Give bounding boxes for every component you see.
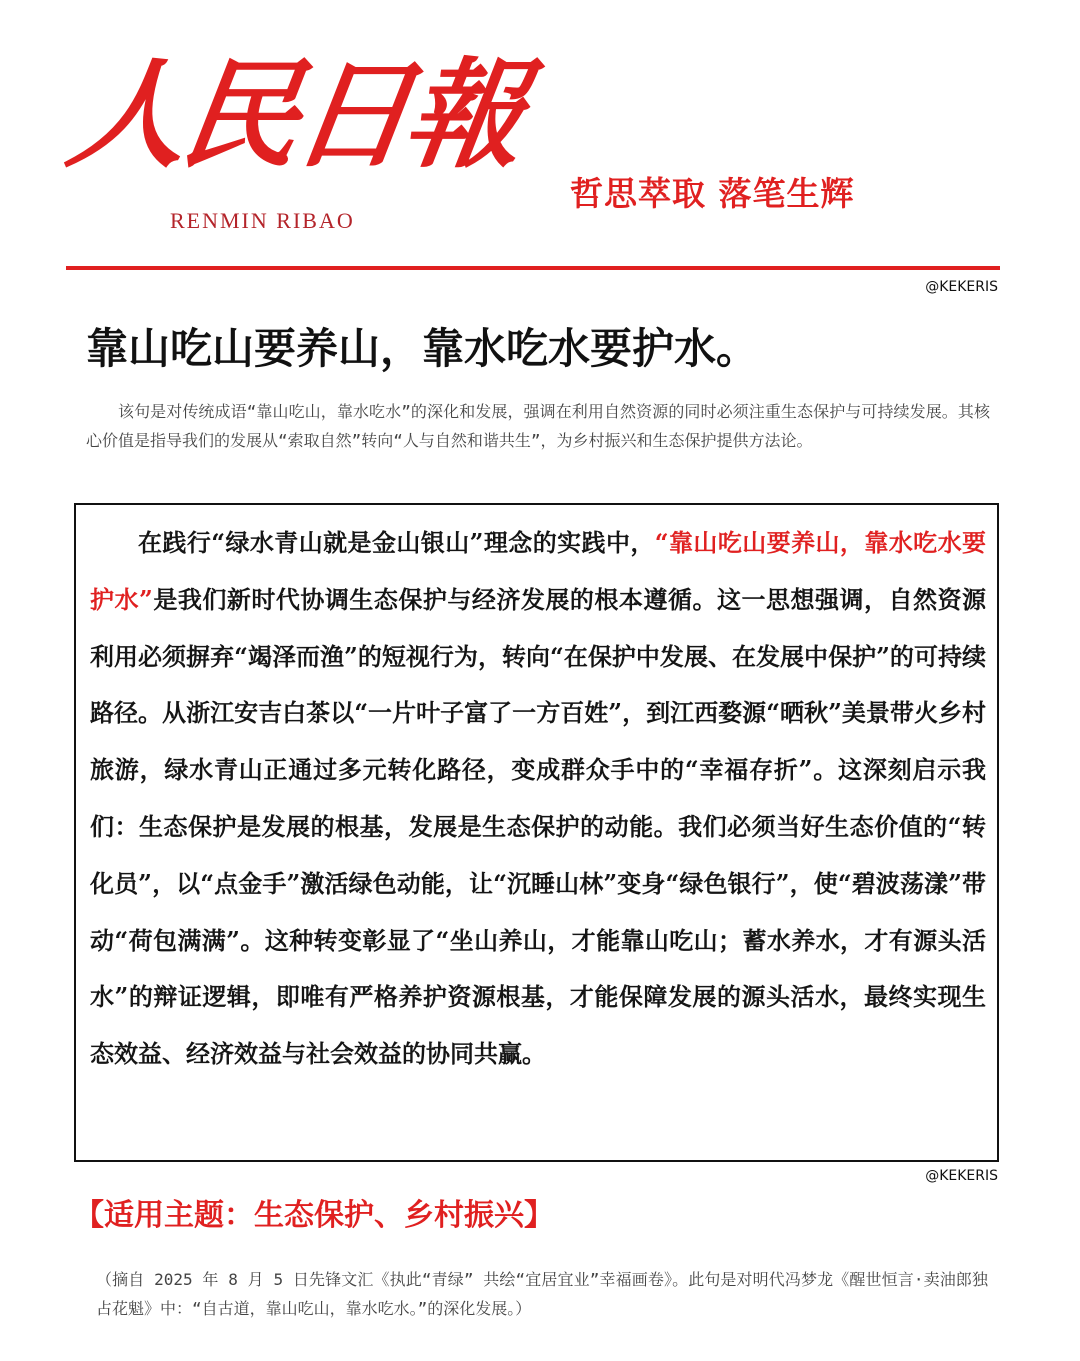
essay-lead: 在践行“绿水青山就是金山银山”理念的实践中，	[138, 528, 655, 557]
essay-highlight-quote: “靠山吃山要养山，靠水吃水要护水”	[90, 528, 986, 614]
essay-paragraph	[90, 515, 986, 1083]
author-credit-top: @KEKERIS	[925, 279, 998, 295]
header-divider	[66, 266, 1000, 270]
masthead-name: 人民日報	[60, 45, 528, 184]
author-credit-bottom: @KEKERIS	[925, 1168, 998, 1184]
masthead-logo	[60, 40, 528, 250]
slogan: 哲思萃取 落笔生辉	[570, 174, 855, 213]
essay-box	[74, 503, 999, 1162]
source-note: （摘自 2025 年 8 月 5 日先锋文汇《执此“青绿” 共绘“宜居宜业”幸福画卷》。此句是对明代冯梦龙《醒世恒言·卖油郎独占花魁》中：“自古道，靠山吃山，靠水吃水。”的深化发展。）	[96, 1270, 988, 1318]
applicable-theme: 【适用主题：生态保护、乡村振兴】	[74, 1198, 554, 1233]
masthead-pinyin: RENMIN RIBAO	[170, 208, 355, 233]
headline: 靠山吃山要养山，靠水吃水要护水。	[86, 324, 759, 373]
essay-rest: 是我们新时代协调生态保护与经济发展的根本遵循。这一思想强调，自然资源利用必须摒弃“竭泽而渔”的短视行为，转向“在保护中发展、在发展中保护”的可持续路径。从浙江安吉白茶以“一片叶子富了一方百姓”，到江西婺源“晒秋”美景带火乡村旅游，绿水青山正通过多元转化路径，变成群众手中的“幸福存折”。这深刻启示我们：生态保护是发展的根基，发展是生态保护的动能。我们必须当好生态价值的“转化员”，以“点金手”激活绿色动能，让“沉睡山林”变身“绿色银行”，使“碧波荡漾”带动“荷包满满”。这种转变彰显了“坐山养山，才能靠山吃山；蓄水养水，才有源头活水”的辩证逻辑，即唯有严格养护资源根基，才能保障发展的源头活水，最终实现生态效益、经济效益与社会效益的协同共赢。	[90, 584, 987, 1069]
intro-paragraph: 该句是对传统成语“靠山吃山，靠水吃水”的深化和发展，强调在利用自然资源的同时必须注重生态保护与可持续发展。其核心价值是指导我们的发展从“索取自然”转向“人与自然和谐共生”，为乡村振兴和生态保护提供方法论。	[86, 402, 990, 450]
